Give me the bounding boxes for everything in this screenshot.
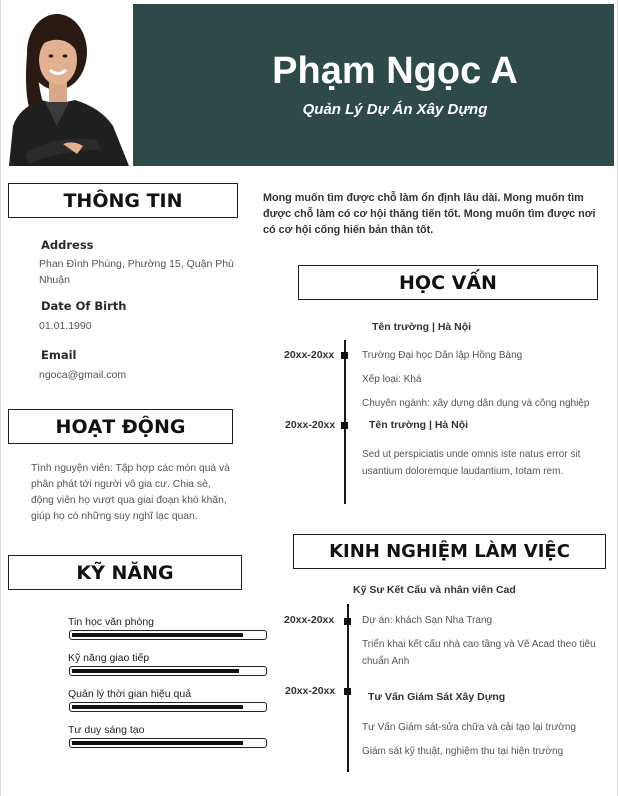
skill-label: Kỹ năng giao tiếp [68, 652, 150, 664]
header-banner [5, 4, 614, 166]
experience-entry2-dot [344, 688, 351, 695]
skill-bar-fill [72, 705, 243, 709]
skill-bar [69, 630, 267, 640]
skill-label: Tin học văn phòng [68, 616, 155, 628]
education-entry1-line3: Chuyên ngành: xây dựng dân dụng và công nghiệp [362, 398, 590, 409]
experience-entry2-line2: Giám sát kỹ thuật, nghiệm thu tại hiện trường [362, 746, 564, 757]
section-title-experience-text: KINH NGHIỆM LÀM VIỆC [329, 541, 570, 562]
section-title-info-text: THÔNG TIN [63, 189, 183, 212]
education-entry2-dot [341, 422, 348, 429]
section-title-info [8, 183, 238, 218]
education-entry2-text: Sed ut perspiciatis unde omnis iste natus error sit usantium doloremque laudantium, totam rem. [362, 449, 581, 477]
skill-bar [69, 702, 267, 712]
career-objective: Mong muốn tìm được chỗ làm ổn định lâu dài. Mong muốn tìm được chỗ làm có cơ hội thăng tiến tốt. Mong muốn tìm được nơi có cơ hội cống hiến bản thân tốt. [263, 192, 596, 236]
skill-bar [69, 738, 267, 748]
skill-label: Quản lý thời gian hiệu quả [68, 688, 192, 700]
education-entry1-dot [341, 352, 348, 359]
education-entry1-date: 20xx-20xx [284, 349, 335, 361]
email-value: ngoca@gmail.com [39, 369, 127, 381]
section-title-education [298, 265, 598, 300]
skill-bar-fill [72, 633, 243, 637]
dob-label: Date Of Birth [41, 299, 127, 313]
experience-entry2-date: 20xx-20xx [285, 685, 336, 697]
experience-entry1-dot [344, 618, 351, 625]
education-entry2-date: 20xx-20xx [285, 419, 336, 431]
section-title-skills-text: KỸ NĂNG [76, 561, 174, 584]
education-entry1-line1: Trường Đại học Dân lập Hồng Bàng [362, 350, 523, 361]
experience-job1-title: Kỹ Sư Kết Cấu và nhân viên Cad [353, 584, 516, 596]
experience-entry1-date: 20xx-20xx [284, 614, 335, 626]
experience-entry1-line1: Dự án: khách Sạn Nha Trang [362, 615, 493, 626]
experience-entry2-title: Tư Vấn Giám Sát Xây Dựng [368, 691, 506, 703]
section-title-experience [293, 534, 606, 569]
section-title-skills [8, 555, 242, 590]
section-title-activities-text: HOẠT ĐỘNG [55, 415, 186, 438]
address-label: Address [41, 238, 94, 252]
experience-entry1-line2: Triển khai kết cấu nhà cao tầng và Vẽ Acad theo tiêu chuẩn Anh [362, 639, 596, 667]
skill-bar [69, 666, 267, 676]
skill-bar-fill [72, 741, 243, 745]
activities-text: Tình nguyện viên: Tập hợp các món quà và phân phát tới người vô gia cư. Chia sẻ, động viên họ vượt qua giai đoạn khó khăn, giúp họ có những suy nghĩ lạc quan. [31, 463, 230, 522]
candidate-role: Quản Lý Dự Án Xây Dựng [302, 101, 488, 118]
education-entry2-title: Tên trường | Hà Nội [369, 419, 469, 431]
email-label: Email [41, 348, 77, 362]
candidate-name: Phạm Ngọc A [272, 50, 518, 92]
section-title-activities [8, 409, 233, 444]
skill-bar-fill [72, 669, 239, 673]
dob-value: 01.01.1990 [39, 320, 92, 332]
profile-photo [5, 4, 133, 166]
experience-entry2-line1: Tư Vấn Giám sát-sửa chữa và cải tạo lại trường [362, 722, 576, 733]
education-school1-title: Tên trường | Hà Nội [372, 321, 472, 333]
section-title-education-text: HỌC VẤN [399, 271, 497, 294]
skill-label: Tư duy sáng tạo [68, 724, 145, 736]
address-value: Phan Đình Phùng, Phường 15, Quận Phú Nhuận [39, 258, 234, 286]
education-entry1-line2: Xếp loại: Khá [362, 374, 422, 385]
